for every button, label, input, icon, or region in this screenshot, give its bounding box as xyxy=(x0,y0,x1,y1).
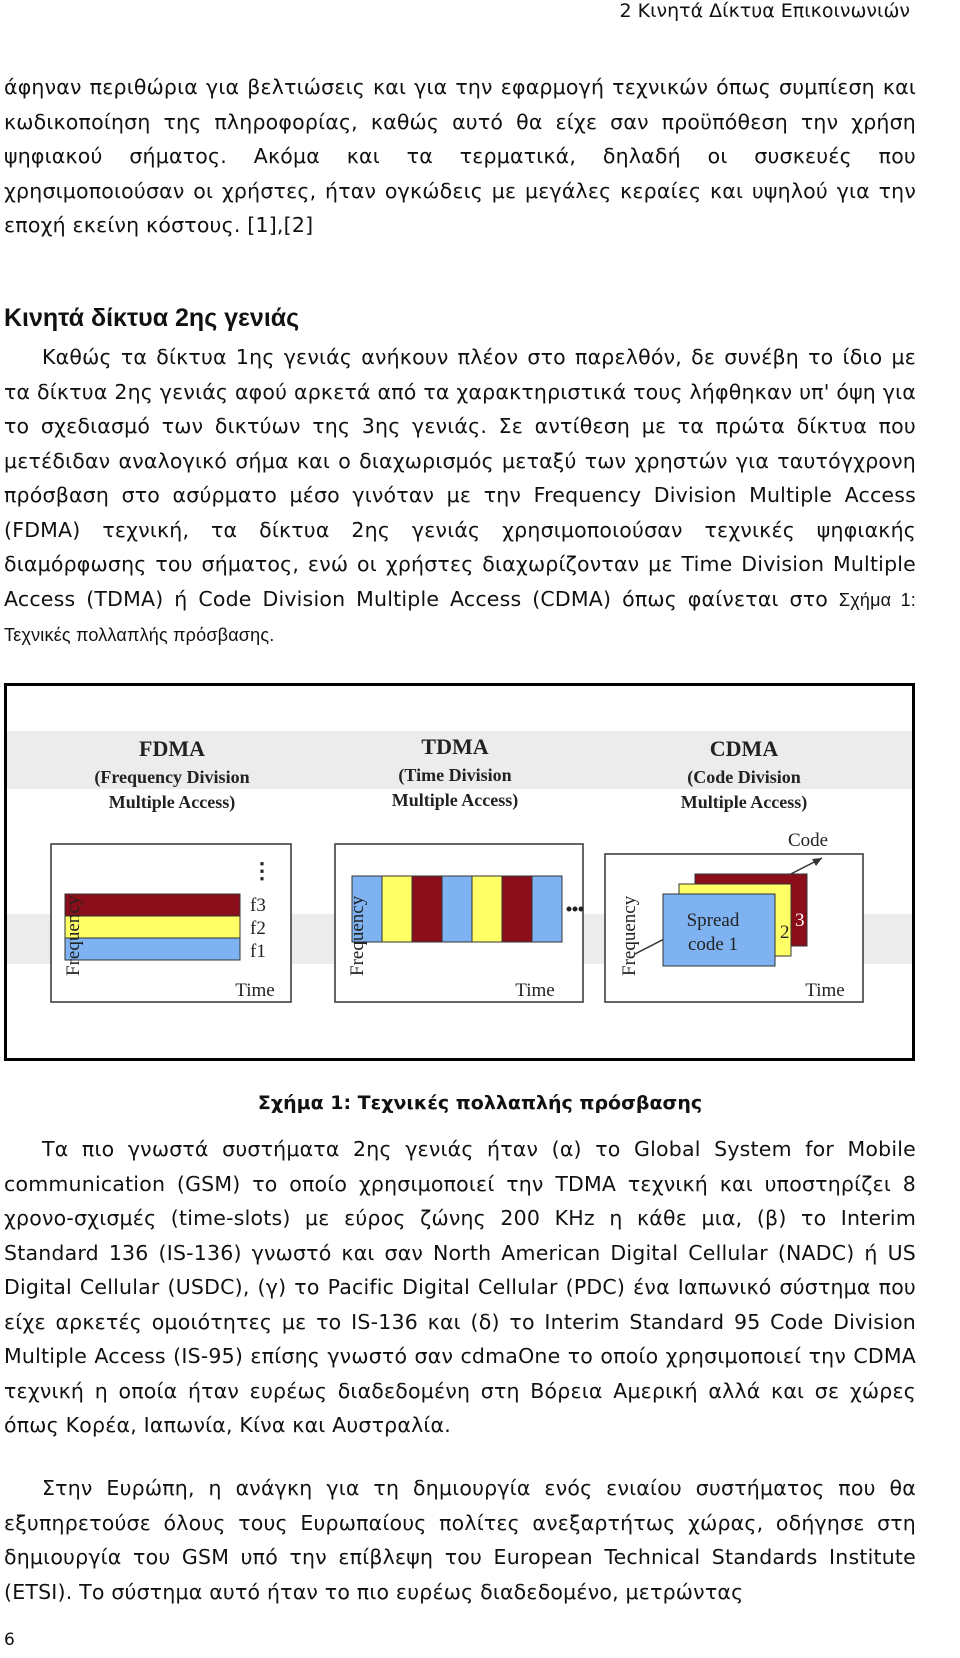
multiple-access-figure xyxy=(4,683,915,1061)
tdma-slot xyxy=(412,876,442,942)
fdma-band-f2 xyxy=(65,916,240,938)
fdma-subtitle-2: Multiple Access) xyxy=(108,792,236,812)
cdma-spread-label-1: Spread xyxy=(686,910,740,931)
fdma-label-f2: f2 xyxy=(250,918,266,939)
tdma-x-label: Time xyxy=(515,980,555,1001)
paragraph-3: Τα πιο γνωστά συστήματα 2ης γενιάς ήταν (α) το Global System for Mobile communication (GSM) το οποίο χρησιμοποιεί την TDMA τεχνική και υποστηρίζει 8 χρονο-σχισμές (time-slots) με εύρος ζώνης 200 KHz η κάθε μια, (β) το Interim Standard 136 (IS-136) γνωστό και σαν North American Digital Cellular (NADC) ή US Digital Cellular (USDC), (γ) το Pacific Digital Cellular (PDC) ένα Ιαπωνικό σύστημα που είχε αρκετές ομοιότητες με το IS-136 και (δ) το Interim Standard 95 Code Division Multiple Access (IS-95) επίσης γνωστό σαν cdmaOne το οποίο χρησιμοποιεί την CDMA τεχνική η οποία ήταν ευρέως διαδεδομένη στη Βόρεια Αμερική αλλά και σε χώρες όπως Κορέα, Ιαπωνία, Κίνα και Αυστραλία. xyxy=(4,1137,916,1437)
page-number: 6 xyxy=(4,1630,15,1650)
fdma-band-f3 xyxy=(65,894,240,916)
fdma-label-f3: f3 xyxy=(250,895,266,916)
figure-svg xyxy=(7,686,912,1058)
figure-caption: Σχήμα 1: Τεχνικές πολλαπλής πρόσβασης xyxy=(257,1092,703,1114)
tdma-subtitle-1: (Time Division xyxy=(398,765,512,785)
tdma-slot xyxy=(532,876,562,942)
tdma-slot xyxy=(382,876,412,942)
fdma-band-f1 xyxy=(65,938,240,960)
tdma-y-label: Frequency xyxy=(347,895,368,976)
paragraph-1: άφηναν περιθώρια για βελτιώσεις και για την εφαρμογή τεχνικών όπως συμπίεση και κωδικοποίηση της πληροφορίας, καθώς αυτό θα είχε σαν προϋπόθεση την χρήση ψηφιακού σήματος. Ακόμα και τα τερματικά, δηλαδή οι συσκευές που χρησιμοποιούσαν οι χρήστες, ήταν ογκώδεις με μεγάλες κεραίες και υψηλού για την εποχή εκείνη κόστους. [1],[2] xyxy=(4,75,916,237)
running-header: 2 Κινητά Δίκτυα Επικοινωνιών xyxy=(619,0,910,22)
section-heading: Κινητά δίκτυα 2ης γενιάς xyxy=(4,304,300,332)
fdma-label-f1: f1 xyxy=(250,941,266,962)
cdma-code-num-2: 2 xyxy=(780,922,790,943)
paragraph-2-text: Καθώς τα δίκτυα 1ης γενιάς ανήκουν πλέον στο παρελθόν, δε συνέβη το ίδιο με τα δίκτυα 2ης γενιάς αφού αρκετά από τα χαρακτηριστικά τους λήφθηκαν υπ' όψη για το σχεδιασμό των δικτύων της 3ης γενιάς. Σε αντίθεση με τα πρώτα δίκτυα που μετέδιδαν αναλογικό σήμα και ο διαχωρισμός μεταξύ των χρηστών για ταυτόγχρονη πρόσβαση στο ασύρματο μέσο γινόταν με την Frequency Division Multiple Access (FDMA) τεχνική, τα δίκτυα 2ης γενιάς χρησιμοποιούσαν τεχνικές ψηφιακής διαμόρφωσης του σήματος, ενώ οι χρήστες διαχωρίζονταν με Time Division Multiple Access (TDMA) ή Code Division Multiple Access (CDMA) όπως φαίνεται στο xyxy=(4,345,916,611)
cdma-title: CDMA xyxy=(709,736,779,761)
paragraph-2 xyxy=(4,340,916,653)
fdma-more-dots: ⋮ xyxy=(251,858,273,883)
tdma-slot xyxy=(502,876,532,942)
cdma-subtitle-2: Multiple Access) xyxy=(680,792,808,812)
cdma-code-num-3: 3 xyxy=(795,910,805,931)
cdma-y-label: Frequency xyxy=(619,895,640,976)
tdma-slot xyxy=(442,876,472,942)
tdma-slot xyxy=(472,876,502,942)
fdma-x-label: Time xyxy=(235,980,275,1001)
cdma-spread-label-2: code 1 xyxy=(687,934,739,955)
paragraph-4: Στην Ευρώπη, η ανάγκη για τη δημιουργία ενός ενιαίου συστήματος που θα εξυπηρετούσε όλους τους Ευρωπαίους πολίτες ανεξαρτήτως χώρας, οδήγησε στη δημιουργία του GSM υπό την επίβλεψη του European Technical Standards Institute (ETSI). Το σύστημα αυτό ήταν το πιο ευρέως διαδεδομένο, μετρώντας xyxy=(4,1476,916,1604)
figure-reference: Σχήμα 1: Τεχνικές πολλαπλής πρόσβασης. xyxy=(4,589,916,645)
fdma-subtitle-1: (Frequency Division xyxy=(94,767,250,787)
cdma-x-label: Time xyxy=(805,980,845,1001)
tdma-subtitle-2: Multiple Access) xyxy=(391,790,519,810)
fdma-title: FDMA xyxy=(139,736,205,761)
fdma-y-label: Frequency xyxy=(63,895,84,976)
tdma-title: TDMA xyxy=(421,734,489,759)
tdma-dots xyxy=(567,907,584,912)
cdma-subtitle-1: (Code Division xyxy=(687,767,801,787)
cdma-code-label: Code xyxy=(787,830,829,851)
